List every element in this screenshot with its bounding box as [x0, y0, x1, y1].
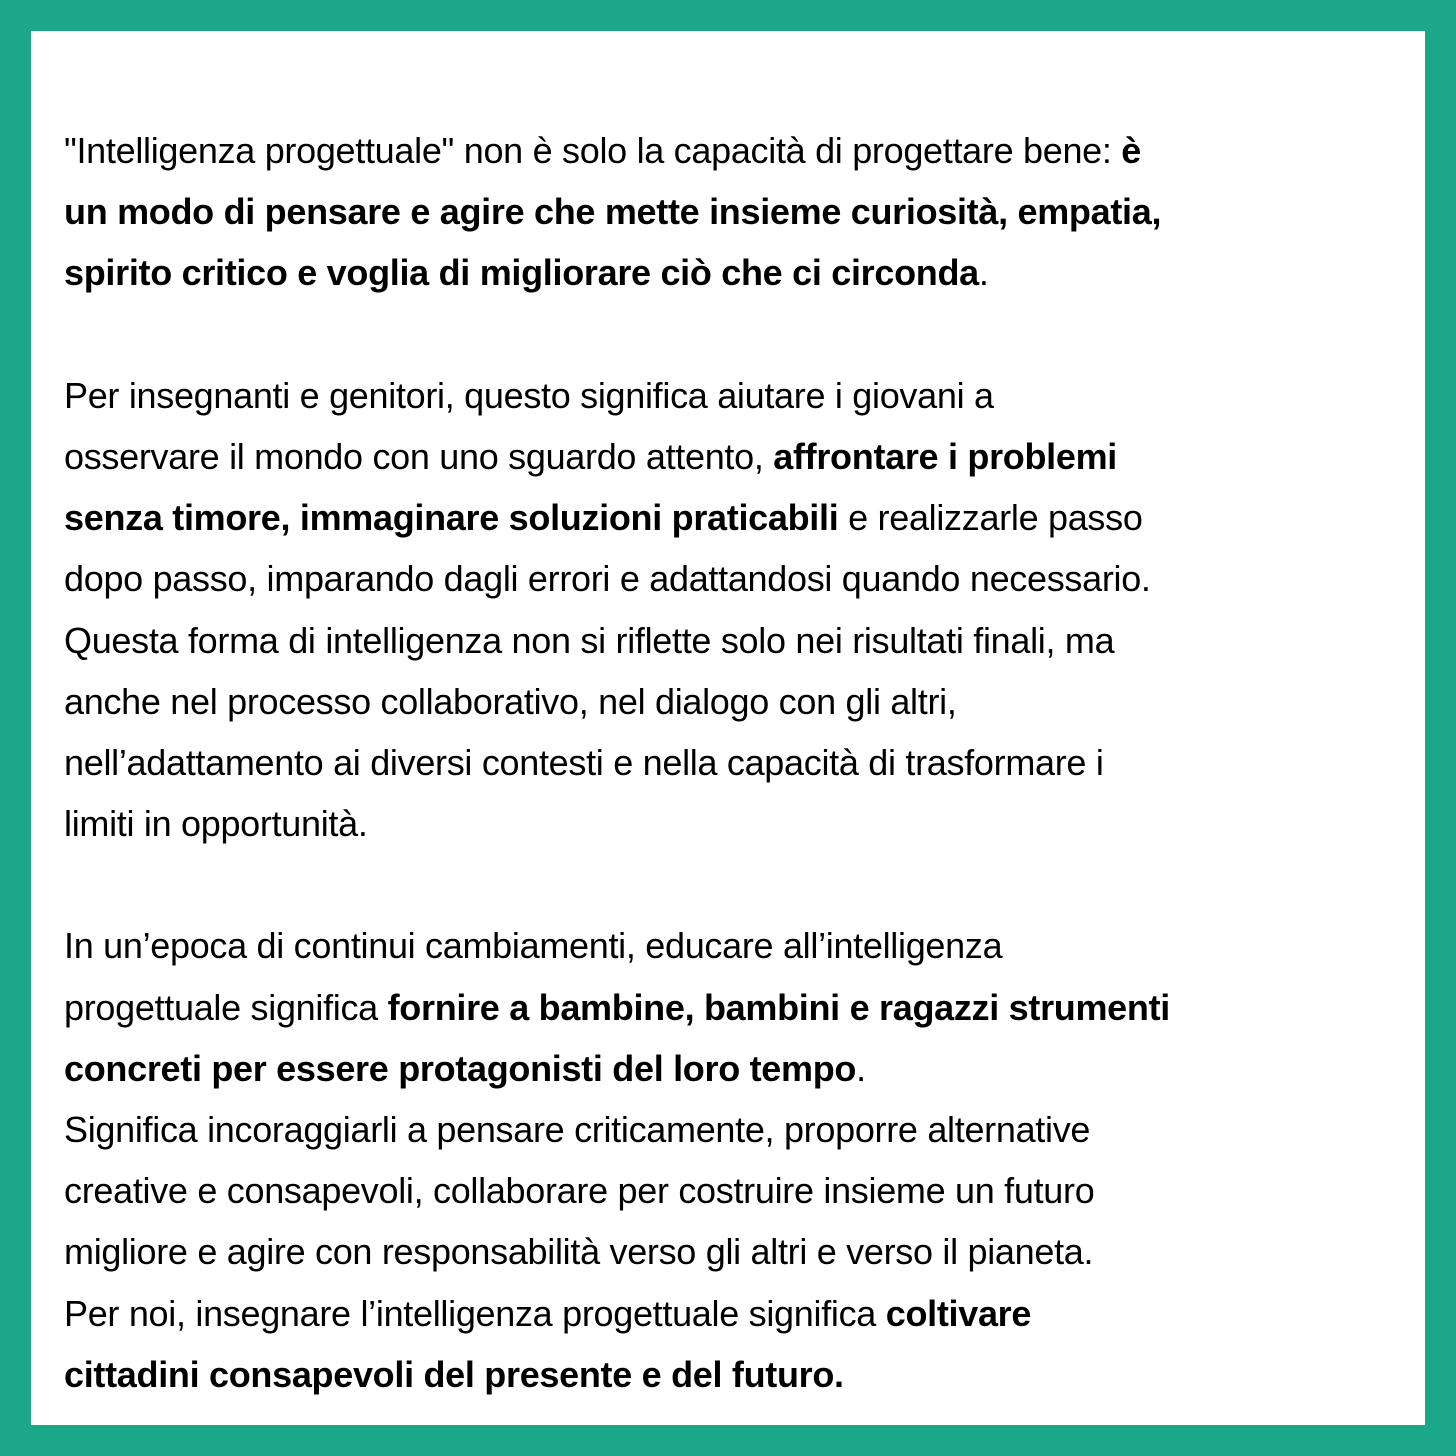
- paragraph-gap: [64, 304, 1414, 365]
- plain-text: dopo passo, imparando dagli errori e adattandosi quando necessario.: [64, 558, 1151, 600]
- plain-text: nell’adattamento ai diversi contesti e nella capacità di trasformare i: [64, 741, 1104, 783]
- bold-text: concreti per essere protagonisti del loro tempo: [64, 1047, 857, 1089]
- plain-text: migliore e agire con responsabilità verso gli altri e verso il pianeta.: [64, 1231, 1094, 1273]
- text-line: [64, 671, 1414, 732]
- plain-text: progettuale significa: [64, 986, 388, 1028]
- plain-text: Per noi, insegnare l’intelligenza progettuale significa: [64, 1292, 886, 1334]
- plain-text: "Intelligenza progettuale" non è solo la capacità di progettare bene:: [64, 130, 1122, 171]
- text-line: [64, 1221, 1414, 1282]
- text-line: [64, 548, 1414, 609]
- bold-text: affrontare i problemi: [773, 435, 1118, 477]
- bold-text: spirito critico e voglia di migliorare ciò che ci circonda: [64, 252, 979, 294]
- text-line: [64, 732, 1414, 793]
- plain-text: .: [978, 252, 989, 294]
- paragraph-gap: [64, 854, 1414, 915]
- text-line: [64, 977, 1414, 1038]
- text-line: [64, 793, 1414, 854]
- bold-text: cittadini consapevoli del presente e del futuro.: [64, 1353, 844, 1395]
- plain-text: Per insegnanti e genitori, questo significa aiutare i giovani a: [64, 374, 994, 416]
- text-line: [64, 1283, 1414, 1344]
- bold-text: è: [1121, 130, 1142, 171]
- text-line: [64, 1160, 1414, 1221]
- text-line: [64, 487, 1414, 548]
- paragraph: [64, 365, 1414, 855]
- bold-text: un modo di pensare e agire che mette insieme curiosità, empatia,: [64, 191, 1162, 233]
- text-line: [64, 120, 1414, 181]
- plain-text: limiti in opportunità.: [64, 803, 368, 845]
- text-line: [64, 915, 1414, 976]
- paragraph: [64, 915, 1414, 1405]
- plain-text: osservare il mondo con uno sguardo attento,: [64, 435, 774, 477]
- body-text: [64, 120, 1414, 1405]
- paragraph: [64, 120, 1414, 304]
- plain-text: e realizzarle passo: [838, 497, 1143, 539]
- text-line: [64, 1344, 1414, 1405]
- text-line: [64, 242, 1414, 303]
- plain-text: In un’epoca di continui cambiamenti, educare all’intelligenza: [64, 925, 1003, 967]
- plain-text: creative e consapevoli, collaborare per costruire insieme un futuro: [64, 1170, 1095, 1212]
- text-line: [64, 610, 1414, 671]
- bold-text: coltivare: [885, 1292, 1032, 1334]
- plain-text: .: [856, 1047, 866, 1089]
- plain-text: Questa forma di intelligenza non si riflette solo nei risultati finali, ma: [64, 619, 1115, 661]
- text-line: [64, 1099, 1414, 1160]
- text-line: [64, 1038, 1414, 1099]
- text-line: [64, 181, 1414, 242]
- text-card: [31, 31, 1425, 1425]
- text-line: [64, 365, 1414, 426]
- plain-text: anche nel processo collaborativo, nel dialogo con gli altri,: [64, 680, 957, 722]
- text-line: [64, 426, 1414, 487]
- bold-text: senza timore, immaginare soluzioni praticabili: [64, 497, 839, 539]
- plain-text: Significa incoraggiarli a pensare criticamente, proporre alternative: [64, 1109, 1091, 1150]
- bold-text: fornire a bambine, bambini e ragazzi strumenti: [387, 986, 1170, 1028]
